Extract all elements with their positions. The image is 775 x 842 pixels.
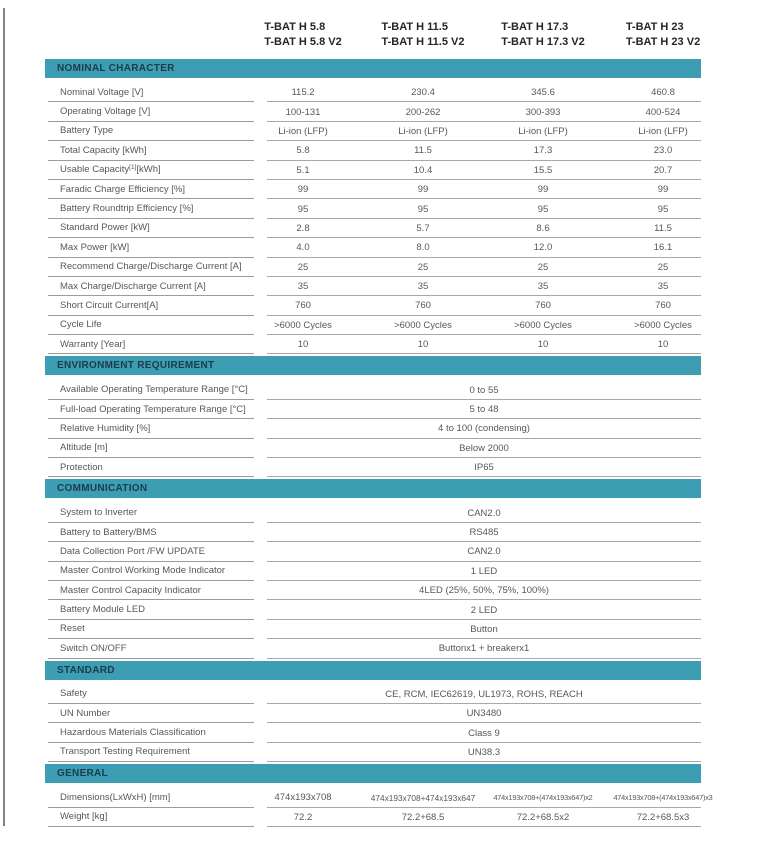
spec-value: 10.4 — [413, 164, 433, 176]
spec-value: >6000 Cycles — [394, 319, 452, 331]
spec-value-merged: IP65 — [474, 462, 494, 474]
row-label — [48, 400, 254, 419]
row-label-text: UN Number — [60, 707, 111, 719]
row-label — [48, 458, 254, 477]
spec-value-merged: UN38.3 — [467, 746, 501, 758]
product-name: T-BAT H 5.8 V2 — [264, 36, 342, 48]
row-label — [48, 199, 254, 218]
spec-row — [45, 238, 701, 257]
spec-value: 4.0 — [296, 242, 310, 254]
spec-row — [45, 439, 701, 458]
product-name: T-BAT H 23 V2 — [625, 36, 701, 48]
row-label-text: Standard Power [kW] — [60, 222, 150, 234]
spec-value: 95 — [657, 203, 669, 215]
page-edge-rule — [3, 8, 5, 826]
product-name: T-BAT H 17.3 V2 — [501, 36, 585, 48]
spec-row — [45, 83, 701, 102]
spec-value: 72.2 — [293, 811, 313, 823]
spec-value-merged: 4 to 100 (condensing) — [438, 423, 530, 435]
row-label-text: Dimensions(LxWxH) [mm] — [60, 791, 171, 803]
row-label-text: Cycle Life — [60, 319, 102, 331]
spec-value: 10 — [537, 339, 549, 351]
spec-value: 300-393 — [525, 106, 561, 118]
spec-value: 474x193x708 — [274, 792, 332, 804]
spec-value: 35 — [657, 281, 669, 293]
row-label-text: Relative Humidity [%] — [60, 422, 151, 434]
spec-row — [45, 316, 701, 335]
row-label — [48, 419, 254, 438]
spec-value: 99 — [417, 184, 429, 196]
spec-row — [45, 704, 701, 723]
row-label-text: Usable Capacity — [60, 164, 130, 176]
row-label-text: Transport Testing Requirement — [60, 746, 190, 758]
spec-row — [45, 562, 701, 581]
row-label-text: System to Inverter — [60, 507, 138, 519]
spec-row — [45, 581, 701, 600]
section-title: NOMINAL CHARACTER — [57, 63, 175, 74]
row-label-text: Battery Type — [60, 125, 114, 137]
row-label — [48, 503, 254, 522]
row-label-text: Master Control Capacity Indicator — [60, 584, 201, 596]
spec-value: 23.0 — [653, 145, 673, 157]
spec-value: 200-262 — [405, 106, 441, 118]
spec-row — [45, 122, 701, 141]
spec-value: Li-ion (LFP) — [278, 125, 328, 137]
row-label-text: Hazardous Materials Classification — [60, 727, 206, 739]
row-label — [48, 277, 254, 296]
spec-value: 35 — [297, 281, 309, 293]
spec-row — [45, 685, 701, 704]
row-label — [48, 523, 254, 542]
row-label — [48, 141, 254, 160]
spec-value-merged: Below 2000 — [459, 442, 509, 454]
spec-row — [45, 400, 701, 419]
spec-value: 16.1 — [653, 242, 673, 254]
row-label — [48, 316, 254, 335]
row-label: Usable Capacity [1] [kWh] — [48, 161, 254, 180]
spec-row — [45, 620, 701, 639]
spec-value: 17.3 — [533, 145, 553, 157]
row-label — [48, 620, 254, 639]
row-label-text: Weight [kg] — [60, 811, 108, 823]
row-label — [48, 83, 254, 102]
row-label-text: Short Circuit Current[A] — [60, 299, 159, 311]
spec-value: 474x193x708+474x193x647 — [370, 792, 476, 803]
product-name: T-BAT H 11.5 V2 — [381, 36, 465, 48]
spec-value: 35 — [537, 281, 549, 293]
spec-value-merged: 4LED (25%, 50%, 75%, 100%) — [419, 585, 549, 597]
product-name: T-BAT H 23 — [625, 21, 684, 33]
row-label-text: Safety — [60, 688, 87, 700]
spec-row — [45, 808, 701, 827]
spec-value: 760 — [295, 300, 311, 312]
row-label — [48, 180, 254, 199]
row-label-text: Data Collection Port /FW UPDATE — [60, 545, 206, 557]
spec-value: 15.5 — [533, 164, 553, 176]
spec-value: >6000 Cycles — [634, 319, 692, 331]
spec-value-merged: 2 LED — [470, 604, 498, 616]
spec-value-merged: CAN2.0 — [467, 546, 501, 558]
row-label-text: Max Power [kW] — [60, 241, 130, 253]
spec-section — [45, 356, 701, 477]
spec-value: 474x193x708+(474x193x647)x2 — [493, 793, 593, 803]
spec-value: Li-ion (LFP) — [638, 125, 688, 137]
section-title: GENERAL — [57, 768, 108, 780]
row-label — [48, 788, 254, 807]
spec-value: >6000 Cycles — [274, 319, 332, 331]
spec-value: 72.2+68.5x2 — [516, 811, 570, 823]
spec-row — [45, 458, 701, 477]
row-label-text: Faradic Charge Efficiency [%] — [60, 183, 185, 195]
spec-table — [45, 59, 713, 829]
row-label — [48, 122, 254, 141]
row-label-text: Switch ON/OFF — [60, 642, 127, 654]
spec-row — [45, 180, 701, 199]
spec-value: 100-131 — [285, 106, 321, 118]
spec-row — [45, 788, 713, 807]
product-name-block — [264, 20, 341, 50]
row-label-text: Battery Module LED — [60, 604, 146, 616]
spec-value: 5.1 — [296, 164, 310, 176]
spec-value-merged: 0 to 55 — [469, 384, 499, 396]
spec-value: 400-524 — [645, 106, 681, 118]
spec-section — [45, 479, 701, 658]
row-label — [48, 562, 254, 581]
section-header — [45, 764, 701, 783]
spec-value: 760 — [415, 300, 431, 312]
spec-row — [45, 723, 701, 742]
product-name-block — [382, 20, 465, 50]
product-column-header — [603, 20, 723, 50]
spec-value: 99 — [657, 184, 669, 196]
spec-row — [45, 542, 701, 561]
row-label-text: Altitude [m] — [60, 442, 108, 454]
row-label — [48, 296, 254, 315]
product-column-header — [483, 20, 603, 50]
spec-value: 760 — [655, 300, 671, 312]
spec-section — [45, 661, 701, 763]
section-header — [45, 356, 701, 375]
spec-row — [45, 600, 701, 619]
spec-row — [45, 258, 701, 277]
section-header — [45, 479, 701, 498]
spec-value: 11.5 — [654, 222, 672, 234]
row-label-text: Recommend Charge/Discharge Current [A] — [60, 261, 242, 273]
row-label — [48, 723, 254, 742]
row-label-text: Available Operating Temperature Range [°C] — [60, 384, 248, 396]
spec-row — [45, 503, 701, 522]
spec-value-merged: RS485 — [469, 527, 499, 538]
row-label-text: Master Control Working Mode Indicator — [60, 565, 226, 577]
spec-row — [45, 419, 701, 438]
spec-value: >6000 Cycles — [514, 319, 572, 331]
spec-row — [45, 277, 701, 296]
section-title: ENVIRONMENT REQUIREMENT — [57, 360, 215, 372]
spec-value: 25 — [657, 261, 669, 273]
spec-value: 10 — [417, 339, 429, 351]
spec-value: 25 — [417, 261, 429, 273]
row-label-text: Battery Roundtrip Efficiency [%] — [60, 203, 194, 215]
spec-value: 95 — [537, 203, 549, 215]
spec-value: 25 — [297, 261, 309, 273]
spec-row — [45, 380, 701, 399]
row-label — [48, 335, 254, 354]
product-name-block — [626, 20, 700, 50]
row-label-text: Battery to Battery/BMS — [60, 526, 157, 538]
spec-value: 8.0 — [416, 242, 430, 254]
spec-row — [45, 141, 701, 160]
row-label — [48, 685, 254, 704]
section-title: STANDARD — [57, 664, 115, 676]
row-label — [48, 219, 254, 238]
spec-section — [45, 764, 713, 827]
spec-row — [45, 161, 701, 180]
spec-value: 5.7 — [416, 222, 430, 234]
product-column-header — [363, 20, 483, 50]
product-name: T-BAT H 5.8 — [264, 21, 326, 33]
spec-value: 12.0 — [533, 242, 553, 254]
section-header — [45, 59, 701, 78]
row-label — [48, 238, 254, 257]
spec-value: 10 — [297, 339, 309, 351]
row-label-suffix: [kWh] — [136, 164, 161, 176]
spec-value: 2.8 — [296, 222, 310, 234]
spec-row — [45, 743, 701, 762]
spec-value: 72.2+68.5 — [401, 811, 445, 823]
spec-row — [45, 296, 701, 315]
row-label-text: Full-load Operating Temperature Range [°C] — [60, 403, 246, 415]
section-header — [45, 661, 701, 680]
spec-value: 345.6 — [531, 87, 555, 99]
spec-value-merged: CE, RCM, IEC62619, UL1973, ROHS, REACH — [385, 688, 583, 700]
spec-value-merged: 5 to 48 — [469, 404, 499, 416]
row-label — [48, 581, 254, 600]
spec-value: 11.5 — [414, 145, 432, 157]
row-label-text: Warranty [Year] — [60, 338, 126, 350]
row-label — [48, 439, 254, 458]
spec-value: 474x193x708+(474x193x647)x3 — [613, 793, 713, 803]
spec-row — [45, 102, 701, 121]
spec-value: 460.8 — [651, 87, 675, 99]
spec-value: 95 — [417, 203, 429, 215]
row-label-text: Total Capacity [kWh] — [60, 144, 147, 156]
row-label — [48, 639, 254, 658]
spec-value: 35 — [417, 281, 429, 293]
spec-value: 99 — [297, 184, 309, 196]
spec-value: 95 — [297, 203, 309, 215]
spec-value: 115.2 — [291, 87, 315, 99]
row-label — [48, 600, 254, 619]
spec-row — [45, 639, 701, 658]
spec-row — [45, 219, 701, 238]
spec-row — [45, 199, 701, 218]
spec-value-merged: Class 9 — [468, 727, 500, 739]
spec-value: 99 — [537, 184, 549, 196]
product-header-row — [243, 20, 723, 50]
product-name: T-BAT H 11.5 — [381, 21, 448, 33]
spec-row — [45, 335, 701, 354]
spec-value: 760 — [535, 300, 551, 312]
spec-value: 5.8 — [296, 145, 310, 157]
row-label — [48, 542, 254, 561]
spec-value: Li-ion (LFP) — [518, 125, 568, 137]
row-label — [48, 258, 254, 277]
spec-value: 10 — [657, 339, 669, 351]
spec-value: 230.4 — [411, 87, 435, 99]
spec-value-merged: Button — [470, 623, 498, 635]
row-label-text: Nominal Voltage [V] — [60, 86, 144, 98]
product-name: T-BAT H 17.3 — [501, 21, 569, 33]
section-title: COMMUNICATION — [57, 483, 148, 495]
row-label-text: Protection — [60, 461, 103, 473]
row-label-text: Operating Voltage [V] — [60, 106, 151, 118]
spec-value: Li-ion (LFP) — [398, 125, 448, 137]
spec-section — [45, 59, 701, 354]
product-column-header — [243, 20, 363, 50]
row-label — [48, 743, 254, 762]
row-label — [48, 704, 254, 723]
spec-row — [45, 523, 701, 542]
row-label — [48, 102, 254, 121]
spec-value: 72.2+68.5x3 — [636, 811, 690, 823]
spec-value: 20.7 — [653, 164, 673, 176]
row-label — [48, 380, 254, 399]
spec-value-merged: 1 LED — [470, 565, 498, 577]
spec-value-merged: UN3480 — [466, 708, 502, 720]
spec-value: 25 — [537, 261, 549, 273]
spec-value-merged: Buttonx1 + breakerx1 — [438, 643, 530, 655]
row-label — [48, 808, 254, 827]
product-name-block — [501, 20, 585, 50]
row-label-text: Max Charge/Discharge Current [A] — [60, 280, 206, 292]
spec-value: 8.6 — [536, 222, 550, 234]
row-label-text: Reset — [60, 623, 85, 635]
spec-value-merged: CAN2.0 — [467, 507, 501, 519]
